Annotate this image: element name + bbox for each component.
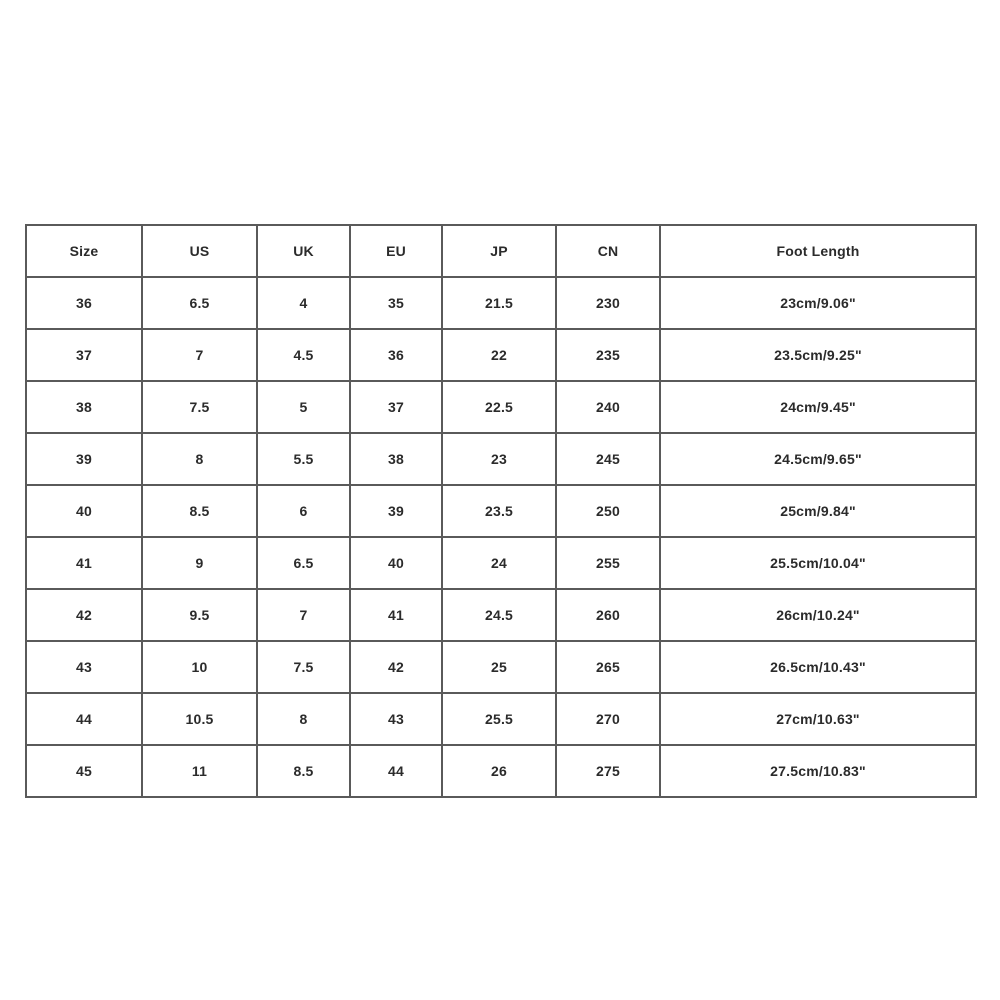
cell-uk: 6.5 (257, 537, 350, 589)
cell-uk: 5.5 (257, 433, 350, 485)
header-eu: EU (350, 225, 442, 277)
cell-uk: 6 (257, 485, 350, 537)
cell-us: 7 (142, 329, 257, 381)
header-size: Size (26, 225, 142, 277)
cell-eu: 36 (350, 329, 442, 381)
cell-jp: 23 (442, 433, 556, 485)
cell-size: 36 (26, 277, 142, 329)
cell-uk: 8 (257, 693, 350, 745)
cell-size: 45 (26, 745, 142, 797)
cell-size: 38 (26, 381, 142, 433)
size-chart (25, 224, 975, 779)
table-row (26, 381, 976, 433)
cell-eu: 43 (350, 693, 442, 745)
cell-uk: 5 (257, 381, 350, 433)
cell-us: 10 (142, 641, 257, 693)
cell-us: 9.5 (142, 589, 257, 641)
cell-size: 39 (26, 433, 142, 485)
cell-foot-length: 24.5cm/9.65" (660, 433, 976, 485)
header-us: US (142, 225, 257, 277)
cell-eu: 40 (350, 537, 442, 589)
cell-us: 9 (142, 537, 257, 589)
header-foot-length: Foot Length (660, 225, 976, 277)
cell-eu: 37 (350, 381, 442, 433)
cell-eu: 39 (350, 485, 442, 537)
cell-jp: 25 (442, 641, 556, 693)
cell-jp: 24 (442, 537, 556, 589)
table-row (26, 277, 976, 329)
cell-uk: 4.5 (257, 329, 350, 381)
cell-cn: 230 (556, 277, 660, 329)
cell-jp: 24.5 (442, 589, 556, 641)
cell-uk: 8.5 (257, 745, 350, 797)
cell-foot-length: 23cm/9.06" (660, 277, 976, 329)
cell-uk: 7.5 (257, 641, 350, 693)
table-row (26, 641, 976, 693)
cell-size: 44 (26, 693, 142, 745)
cell-eu: 38 (350, 433, 442, 485)
cell-us: 8.5 (142, 485, 257, 537)
cell-cn: 260 (556, 589, 660, 641)
cell-jp: 21.5 (442, 277, 556, 329)
cell-foot-length: 24cm/9.45" (660, 381, 976, 433)
cell-uk: 7 (257, 589, 350, 641)
cell-foot-length: 27.5cm/10.83" (660, 745, 976, 797)
cell-us: 10.5 (142, 693, 257, 745)
cell-cn: 235 (556, 329, 660, 381)
cell-foot-length: 25.5cm/10.04" (660, 537, 976, 589)
table-row (26, 433, 976, 485)
cell-eu: 42 (350, 641, 442, 693)
cell-cn: 250 (556, 485, 660, 537)
cell-foot-length: 26.5cm/10.43" (660, 641, 976, 693)
cell-cn: 245 (556, 433, 660, 485)
cell-jp: 23.5 (442, 485, 556, 537)
cell-eu: 41 (350, 589, 442, 641)
cell-cn: 255 (556, 537, 660, 589)
table-row (26, 537, 976, 589)
table-row (26, 745, 976, 797)
cell-eu: 35 (350, 277, 442, 329)
cell-us: 11 (142, 745, 257, 797)
cell-size: 41 (26, 537, 142, 589)
cell-size: 42 (26, 589, 142, 641)
table-row (26, 329, 976, 381)
cell-us: 7.5 (142, 381, 257, 433)
cell-foot-length: 25cm/9.84" (660, 485, 976, 537)
header-cn: CN (556, 225, 660, 277)
table-row (26, 589, 976, 641)
cell-jp: 22 (442, 329, 556, 381)
table-header-row (26, 225, 976, 277)
cell-us: 6.5 (142, 277, 257, 329)
header-jp: JP (442, 225, 556, 277)
cell-size: 43 (26, 641, 142, 693)
cell-us: 8 (142, 433, 257, 485)
cell-jp: 22.5 (442, 381, 556, 433)
cell-eu: 44 (350, 745, 442, 797)
cell-cn: 275 (556, 745, 660, 797)
size-conversion-table (25, 224, 977, 798)
cell-foot-length: 23.5cm/9.25" (660, 329, 976, 381)
cell-cn: 240 (556, 381, 660, 433)
cell-jp: 26 (442, 745, 556, 797)
cell-uk: 4 (257, 277, 350, 329)
cell-cn: 265 (556, 641, 660, 693)
cell-foot-length: 26cm/10.24" (660, 589, 976, 641)
table-row (26, 693, 976, 745)
header-uk: UK (257, 225, 350, 277)
cell-jp: 25.5 (442, 693, 556, 745)
cell-size: 40 (26, 485, 142, 537)
cell-size: 37 (26, 329, 142, 381)
cell-foot-length: 27cm/10.63" (660, 693, 976, 745)
table-row (26, 485, 976, 537)
cell-cn: 270 (556, 693, 660, 745)
